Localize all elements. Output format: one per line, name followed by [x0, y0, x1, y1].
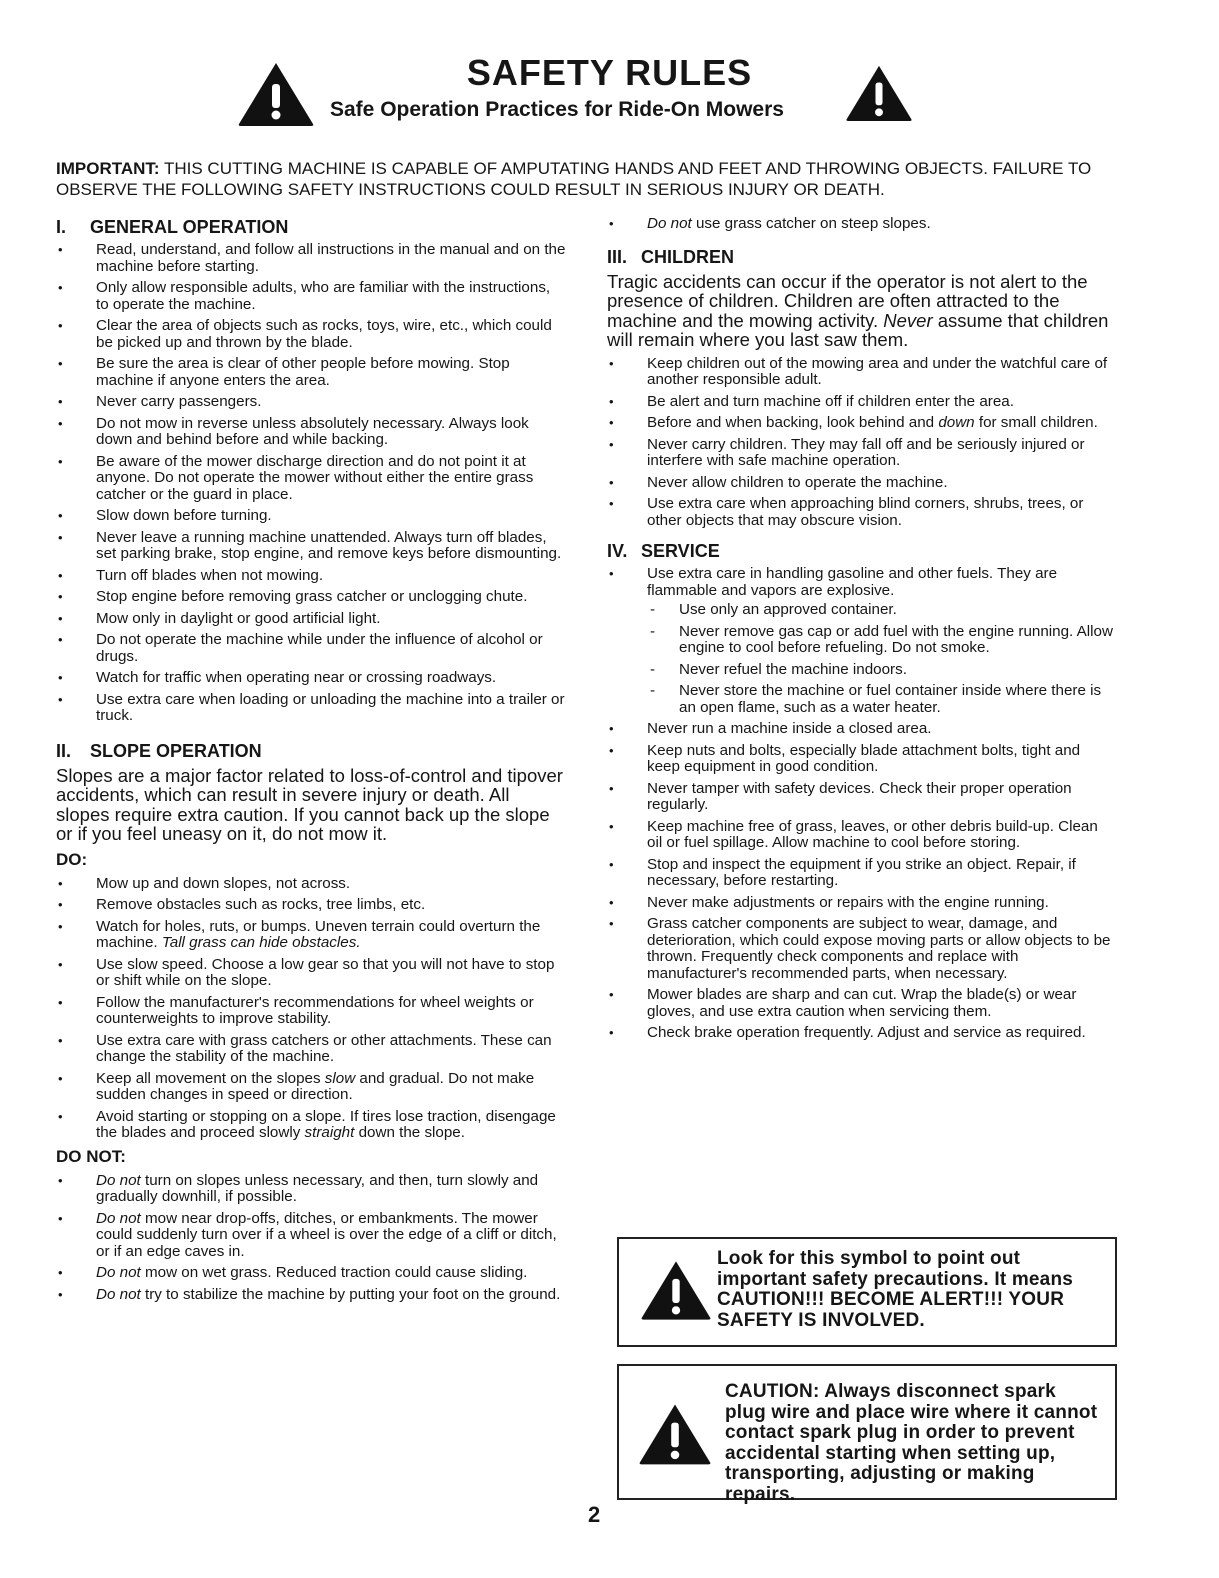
list-item: • Mow up and down slopes, not across. — [56, 876, 566, 893]
list-item: • Do not try to stabilize the machine by putting your foot on the ground. — [56, 1287, 566, 1304]
list-item: • Do not mow on wet grass. Reduced traction could cause sliding. — [56, 1265, 566, 1282]
list-item: • Before and when backing, look behind and down for small children. — [607, 415, 1117, 432]
service-list — [607, 566, 1117, 1042]
do-not-list — [56, 1173, 566, 1304]
section-heading — [607, 246, 1117, 268]
list-item: • Grass catcher components are subject to wear, damage, and deterioration, which could expose moving parts or allow objects to be thrown. Frequently check components and replace with manufacturer's recommended parts, when necessary. — [607, 916, 1117, 982]
list-item: • Follow the manufacturer's recommendations for wheel weights or counterweights to improve stability. — [56, 995, 566, 1028]
list-item: • Never make adjustments or repairs with the engine running. — [607, 895, 1117, 912]
list-item: • Check brake operation frequently. Adjust and service as required. — [607, 1025, 1117, 1042]
warning-icon — [844, 62, 914, 124]
list-item: • Never carry passengers. — [56, 394, 566, 411]
sub-item: - Never remove gas cap or add fuel with the engine running. Allow engine to cool before refueling. Do not smoke. — [647, 624, 1117, 657]
left-column — [56, 216, 566, 1308]
list-item: • Be alert and turn machine off if children enter the area. — [607, 394, 1117, 411]
list-item: • Keep all movement on the slopes slow and gradual. Do not make sudden changes in speed or direction. — [56, 1071, 566, 1104]
caution-text: CAUTION: Always disconnect spark plug wire and place wire where it cannot contact spark plug in order to prevent accidental starting when setting up, transporting, adjusting or making repairs. — [725, 1381, 1098, 1505]
list-item: • Never tamper with safety devices. Check their proper operation regularly. — [607, 781, 1117, 814]
warning-icon — [639, 1255, 713, 1325]
children-list — [607, 356, 1117, 530]
do-list — [56, 876, 566, 1142]
list-item: • Never allow children to operate the machine. — [607, 475, 1117, 492]
list-item: • Use slow speed. Choose a low gear so that you will not have to stop or shift while on the slope. — [56, 957, 566, 990]
do-not-list-continued — [607, 216, 1117, 233]
list-item: • Do not turn on slopes unless necessary, and then, turn slowly and gradually downhill, if possible. — [56, 1173, 566, 1206]
sub-item: - Never store the machine or fuel container inside where there is an open flame, such as a water heater. — [647, 683, 1117, 716]
section-title: SERVICE — [641, 541, 720, 561]
list-item: • Keep nuts and bolts, especially blade attachment bolts, tight and keep equipment in good condition. — [607, 743, 1117, 776]
list-item: • Watch for holes, ruts, or bumps. Uneven terrain could overturn the machine. Tall grass can hide obstacles. — [56, 919, 566, 952]
list-item: • Avoid starting or stopping on a slope. If tires lose traction, disengage the blades and proceed slowly straight down the slope. — [56, 1109, 566, 1142]
important-label: IMPORTANT: — [56, 159, 160, 178]
section-number: IV. — [607, 541, 628, 561]
do-not-label: DO NOT: — [56, 1146, 126, 1166]
list-item: • Never leave a running machine unattended. Always turn off blades, set parking brake, stop engine, and remove keys before dismounting. — [56, 530, 566, 563]
children-intro: Tragic accidents can occur if the operator is not alert to the presence of children. Children are often attracted to the machine and the mowing activity. Never assume that children will remain where you last saw them. — [607, 270, 1109, 350]
list-item: • Slow down before turning. — [56, 508, 566, 525]
section-title: CHILDREN — [641, 246, 734, 267]
list-item: • Do not operate the machine while under the influence of alcohol or drugs. — [56, 632, 566, 665]
section-number: I. — [56, 217, 67, 237]
section-heading — [56, 740, 566, 762]
sub-item: - Use only an approved container. — [647, 602, 1117, 619]
list-item: • Stop and inspect the equipment if you strike an object. Repair, if necessary, before restarting. — [607, 857, 1117, 890]
section-heading — [56, 216, 566, 238]
list-item: • Stop engine before removing grass catcher or unclogging chute. — [56, 589, 566, 606]
page-title: SAFETY RULES — [466, 52, 753, 93]
list-item: • Use extra care when loading or unloading the machine into a trailer or truck. — [56, 692, 566, 725]
fuel-sublist — [647, 602, 1117, 716]
list-item: • Never run a machine inside a closed area. — [607, 721, 1117, 738]
list-item: • Only allow responsible adults, who are familiar with the instructions, to operate the machine. — [56, 280, 566, 313]
list-item: • Never carry children. They may fall off and be seriously injured or interfere with safe machine operation. — [607, 437, 1117, 470]
list-item: • Be sure the area is clear of other people before mowing. Stop machine if anyone enters the area. — [56, 356, 566, 389]
section-title: SLOPE OPERATION — [90, 740, 262, 761]
page-subtitle: Safe Operation Practices for Ride-On Mowers — [330, 98, 784, 121]
list-item: • Watch for traffic when operating near or crossing roadways. — [56, 670, 566, 687]
list-item: • Keep children out of the mowing area and under the watchful care of another responsible adult. — [607, 356, 1117, 389]
list-item: • Do not mow near drop-offs, ditches, or embankments. The mower could suddenly turn over if a wheel is over the edge of a cliff or ditch, or if an edge caves in. — [56, 1211, 566, 1261]
section-title: GENERAL OPERATION — [90, 217, 289, 237]
general-operation-list — [56, 242, 566, 725]
right-column — [607, 216, 1117, 1047]
list-item: • Read, understand, and follow all instructions in the manual and on the machine before starting. — [56, 242, 566, 275]
section-number: II. — [56, 740, 72, 761]
important-text: THIS CUTTING MACHINE IS CAPABLE OF AMPUTATING HANDS AND FEET AND THROWING OBJECTS. FAILURE TO OBSERVE THE FOLLOWING SAFETY INSTRUCTIONS COULD RESULT IN SERIOUS INJURY OR DEATH. — [56, 159, 1092, 199]
list-item: • Use extra care with grass catchers or other attachments. These can change the stability of the machine. — [56, 1033, 566, 1066]
section-heading — [607, 540, 1117, 562]
list-item: • Keep machine free of grass, leaves, or other debris build-up. Clean oil or fuel spillage. Allow machine to cool before storing. — [607, 819, 1117, 852]
list-item: • Remove obstacles such as rocks, tree limbs, etc. — [56, 897, 566, 914]
symbol-notice-box — [617, 1237, 1117, 1347]
list-item: • Clear the area of objects such as rocks, toys, wire, etc., which could be picked up and thrown by the blade. — [56, 318, 566, 351]
page-number: 2 — [588, 1502, 601, 1527]
section-number: III. — [607, 246, 628, 267]
list-item: • Do not mow in reverse unless absolutely necessary. Always look down and behind before and while backing. — [56, 416, 566, 449]
warning-icon — [637, 1398, 713, 1470]
do-label: DO: — [56, 849, 88, 869]
caution-box — [617, 1364, 1117, 1505]
slope-intro: Slopes are a major factor related to loss-of-control and tipover accidents, which can result in severe injury or death. All slopes require extra caution. If you cannot back up the slope or if you feel uneasy on it, do not mow it. — [56, 764, 563, 844]
list-item: • Turn off blades when not mowing. — [56, 568, 566, 585]
list-item: • Mower blades are sharp and can cut. Wrap the blade(s) or wear gloves, and use extra caution when servicing them. — [607, 987, 1117, 1020]
list-item: • Use extra care when approaching blind corners, shrubs, trees, or other objects that may obscure vision. — [607, 496, 1117, 529]
list-item: • Use extra care in handling gasoline and other fuels. They are flammable and vapors are explosive. - Use only an approved container. - Never remove gas cap or add fuel with the engine running. Allow engine to cool before refueling. Do not smoke. - Never refuel the machine indoors. - Never store the machine or fuel container inside where there is an open flame, such as a water heater. — [607, 566, 1117, 716]
list-item: • Be aware of the mower discharge direction and do not point it at anyone. Do not operate the mower without either the entire grass catcher or the guard in place. — [56, 454, 566, 504]
sub-item: - Never refuel the machine indoors. — [647, 662, 1117, 679]
list-item: • Do not use grass catcher on steep slopes. — [607, 216, 1117, 233]
symbol-notice-text: Look for this symbol to point out important safety precautions. It means CAUTION!!! BECOME ALERT!!! YOUR SAFETY IS INVOLVED. — [717, 1248, 1074, 1331]
important-notice — [56, 158, 1126, 200]
list-item: • Mow only in daylight or good artificial light. — [56, 611, 566, 628]
